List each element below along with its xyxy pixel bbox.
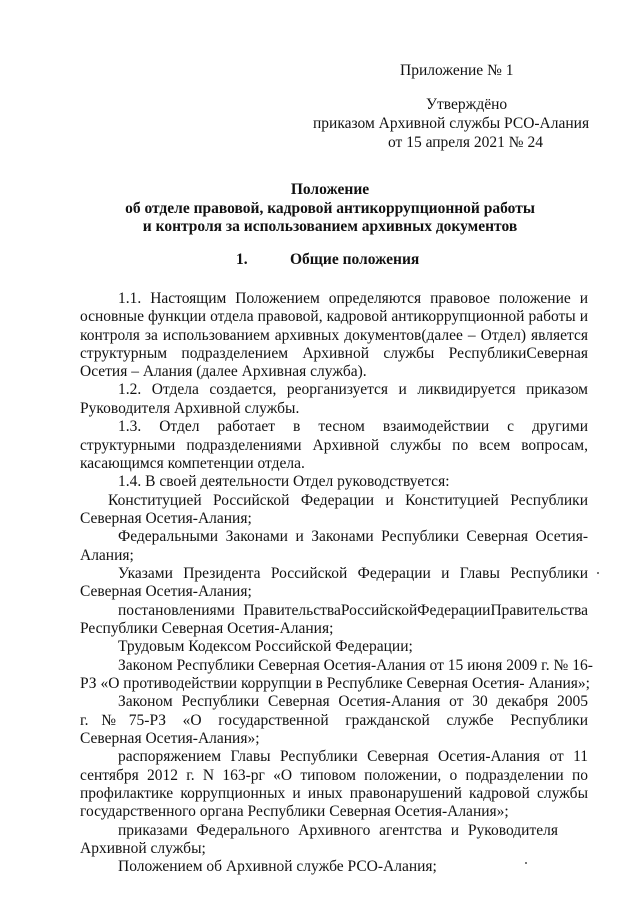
scan-speck	[597, 572, 599, 574]
paragraph-line: контроля за использованием архивных документов(далее – Отдел) является	[80, 327, 588, 344]
list-item-line: Архивной службы;	[80, 840, 206, 857]
list-item-line: Северная Осетия-Алания»;	[80, 730, 260, 747]
scan-speck	[525, 862, 527, 864]
paragraph-line: 1.3. Отдел работает в тесном взаимодействии с другими	[118, 418, 588, 435]
list-item-line: Законом Республики Северная Осетия-Алания от 15 июня 2009 г. № 16-	[118, 657, 593, 674]
section-heading: Общие положения	[290, 251, 420, 268]
list-item-line: Федеральными Законами и Законами Республики Северная Осетия-	[118, 528, 588, 545]
list-item-line: приказами Федерального Архивного агентства и Руководителя	[118, 822, 558, 839]
paragraph-line: касающимся компетенции отдела.	[80, 455, 305, 472]
order-date: от 15 апреля 2021 № 24	[388, 134, 543, 151]
list-item-line: Северная Осетия-Алания;	[80, 583, 252, 600]
paragraph-line: структурными подразделениями Архивной службы по всем вопросам,	[80, 437, 588, 454]
list-item-line: Северная Осетия-Алания;	[80, 510, 252, 527]
list-item-line: постановлениями ПравительстваРоссийскойФедерацииПравительства	[118, 602, 588, 619]
list-item-line: Указами Президента Российской Федерации и Главы Республики	[118, 565, 588, 582]
list-item-line: сентября 2012 г. N 163-рг «О типовом положении, о подразделении по	[80, 767, 588, 784]
section-number: 1.	[236, 251, 248, 268]
document-subtitle-line2: и контроля за использованием архивных документов	[142, 218, 518, 235]
document-subtitle-line1: об отделе правовой, кадровой антикоррупционной работы	[125, 200, 535, 217]
paragraph-line: 1.1. Настоящим Положением определяются правовое положение и	[118, 290, 588, 307]
document-title: Положение	[290, 181, 370, 198]
list-item-line: государственного органа Республики Северная Осетия-Алания»;	[80, 803, 509, 820]
approved-label: Утверждёно	[426, 96, 508, 113]
list-item-line: профилактике коррупционных и иных правонарушений кадровой службы	[80, 785, 588, 802]
list-item-line: Республики Северная Осетия-Алания;	[80, 620, 334, 637]
paragraph-line: 1.4. В своей деятельности Отдел руководствуется:	[118, 473, 450, 490]
list-item-line: распоряжением Главы Республики Северная Осетия-Алания от 11	[118, 748, 588, 765]
list-item-line: Трудовым Кодексом Российской Федерации;	[118, 638, 413, 655]
list-item-line: Положением об Архивной службе РСО-Алания;	[118, 858, 437, 875]
list-item-line: Конституцией Российской Федерации и Конституцией Республики	[108, 492, 588, 509]
list-item-line: РЗ «О противодействии коррупции в Республике Северная Осетия- Алания»;	[80, 675, 590, 692]
paragraph-line: Руководителя Архивной службы.	[80, 400, 300, 417]
paragraph-line: 1.2. Отдела создается, реорганизуется и ликвидируется приказом	[118, 381, 588, 398]
paragraph-line: Осетия – Алания (далее Архивная служба).	[80, 363, 367, 380]
paragraph-line: структурным подразделением Архивной службы РеспубликиСеверная	[80, 345, 588, 362]
appendix-label: Приложение № 1	[400, 62, 514, 79]
paragraph-line: основные функции отдела правовой, кадровой антикоррупционной работы и	[80, 308, 588, 325]
order-reference: приказом Архивной службы РСО-Алания	[313, 115, 590, 132]
list-item-line: Законом Республики Северная Осетия-Алания от 30 декабря 2005	[118, 693, 588, 710]
list-item-line: г.№75-РЗ «О государственной гражданской службе Республики	[80, 712, 588, 729]
list-item-line: Алания;	[80, 547, 134, 564]
